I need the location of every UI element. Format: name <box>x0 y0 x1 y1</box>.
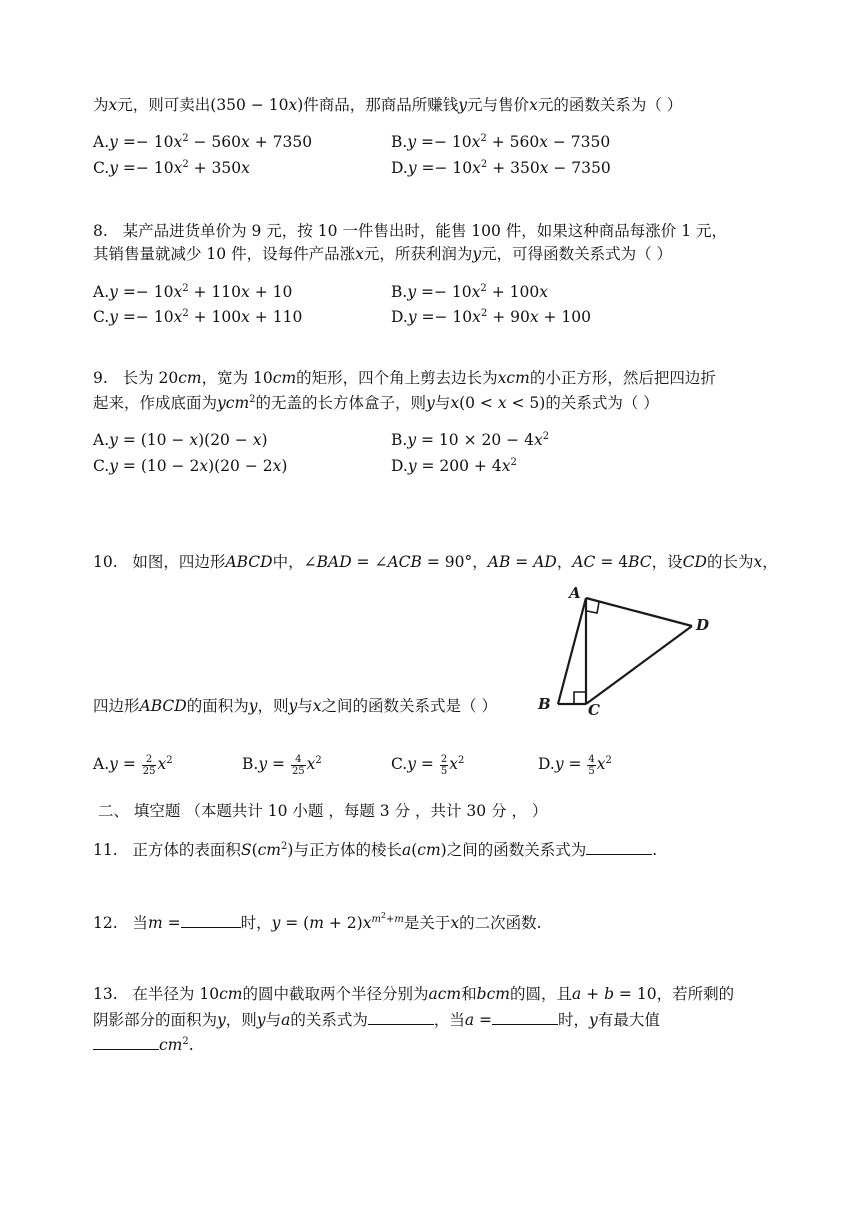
q8-stem-line-1: 8. 某产品进货单价为 9 元，按 10 一件售出时，能售 100 件，如果这种商品每涨价 1 元， <box>93 222 728 240</box>
q13-stem-line-3: $cm^2$. <box>93 1033 194 1056</box>
q7-option-c[interactable]: $C.y =- 10x^2 + 350x$ <box>93 159 250 177</box>
vertex-label-d: D <box>696 616 710 634</box>
q10-option-c[interactable]: C.y = $\frac{2}{5}$ $x^2$ <box>391 753 465 777</box>
q7-option-a[interactable]: $A.y =- 10x^2 - 560x + 7350$ <box>93 133 313 151</box>
q13-stem-line-1: 13. 在半径为 10cm的圆中截取两个半径分别为acm和bcm的圆，且a + b = 10，若所剩的 <box>93 985 735 1003</box>
q8-option-a[interactable]: $A.y =- 10x^2 + 110x + 10$ <box>93 283 293 301</box>
q9-stem-line-1: 9. 长为 20cm，宽为 10cm的矩形，四个角上剪去边长为xcm的小正方形，然后把四边折 <box>93 369 716 387</box>
q13-answer-blank-2[interactable] <box>492 1008 558 1025</box>
q10-stem-line-1: 10. 如图，四边形ABCD中，∠BAD = ∠ACB = 90°，AB = AD，AC = 4BC，设CD的长为x， <box>93 553 778 571</box>
q9-option-d[interactable]: $D.y = 200 + 4x^2$ <box>391 457 517 475</box>
vertex-label-c: C <box>588 701 600 719</box>
q11-answer-blank[interactable] <box>586 838 652 855</box>
q7-stem-line: 为x元，则可卖出(350 − 10x)件商品，那商品所赚钱y元与售价x元的函数关系为（ ） <box>93 96 683 114</box>
vertex-label-a: A <box>569 584 581 602</box>
q8-option-c[interactable]: $C.y =- 10x^2 + 100x + 110$ <box>93 308 303 326</box>
q10-option-a[interactable]: A.y = $\frac{2}{25}$ $x^2$ <box>93 753 173 777</box>
q12-answer-blank[interactable] <box>181 911 241 928</box>
q12-stem: 12. 当m = 时，$y = (m + 2)x^{m^2+m}$是关于x的二次函数. <box>93 911 542 932</box>
q10-option-b[interactable]: B.y = $\frac{4}{25}$ $x^2$ <box>242 753 322 777</box>
q9-option-b[interactable]: $B.y = 10 \times 20 - 4x^2$ <box>391 431 550 449</box>
q8-option-d[interactable]: $D.y =- 10x^2 + 90x + 100$ <box>391 308 592 326</box>
q10-stem-line-2: 四边形ABCD的面积为y，则y与x之间的函数关系式是（ ） <box>93 697 497 715</box>
q13-answer-blank-1[interactable] <box>368 1008 434 1025</box>
q8-stem-line-2: 其销售量就减少 10 件，设每件产品涨x元，所获利润为y元，可得函数关系式为（ ） <box>93 245 673 263</box>
q9-option-c[interactable]: C.y = (10 − 2x)(20 − 2x) <box>93 457 288 475</box>
q8-option-b[interactable]: $B.y =- 10x^2 + 100x$ <box>391 283 548 301</box>
q7-option-b[interactable]: $B.y =- 10x^2 + 560x - 7350$ <box>391 133 611 151</box>
vertex-label-b: B <box>538 695 551 713</box>
q10-option-d[interactable]: D.y = $\frac{4}{5}$ $x^2$ <box>538 753 612 777</box>
q13-answer-blank-3[interactable] <box>93 1033 159 1050</box>
q11-stem: 11. 正方体的表面积$S(cm^2)$与正方体的棱长a(cm)之间的函数关系式为 . <box>93 838 657 861</box>
q9-stem-line-2: 起来，作成底面为ycm$^2$的无盖的长方体盒子，则y与x(0 < x < 5)的关系式为（ ） <box>93 394 659 412</box>
q7-option-d[interactable]: $D.y =- 10x^2 + 350x - 7350$ <box>391 159 611 177</box>
section-2-heading: 二、 填空题 （本题共计 10 小题 ，每题 3 分 ，共计 30 分 ， ） <box>98 802 548 820</box>
q9-option-a[interactable]: A.y = (10 − x)(20 − x) <box>93 431 268 449</box>
quadrilateral-figure <box>530 578 720 720</box>
q13-stem-line-2: 阴影部分的面积为y，则y与a的关系式为 ，当a = 时，y有最大值 <box>93 1008 660 1031</box>
